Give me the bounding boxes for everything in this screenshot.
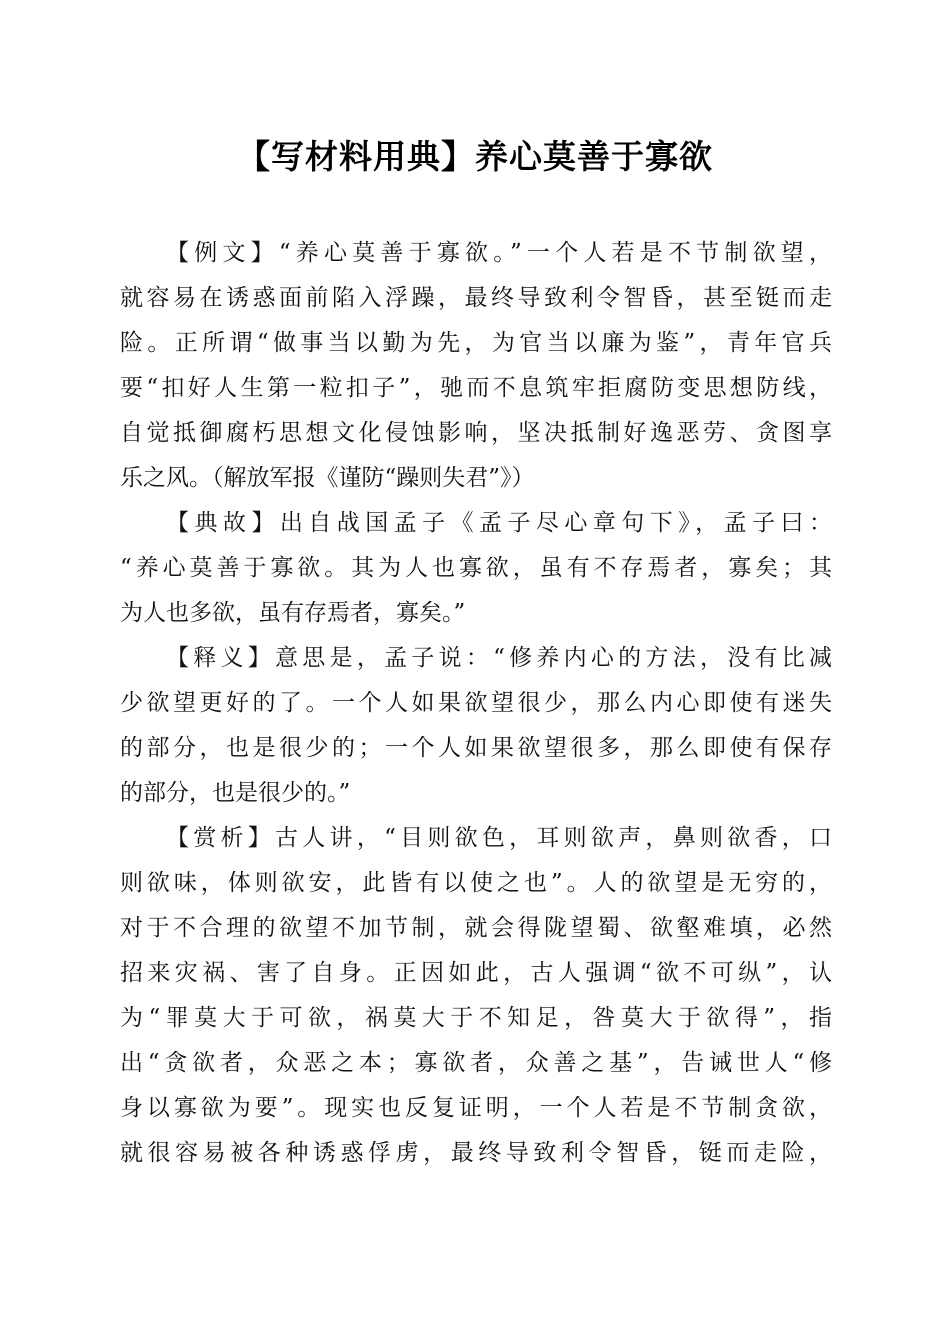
document-body — [120, 231, 832, 1176]
paragraph-line: 的部分，也是很少的；一个人如果欲望很多，那么即使有保存 — [120, 735, 832, 761]
paragraph-line: 的部分，也是很少的。” — [120, 780, 351, 806]
paragraph-allusion — [120, 501, 832, 636]
paragraph-explanation — [120, 636, 832, 816]
paragraph-line: 出“贪欲者，众恶之本；寡欲者，众善之基”，告诫世人“修 — [120, 1050, 832, 1076]
paragraph-line: “养心莫善于寡欲。其为人也寡欲，虽有不存焉者，寡矣；其 — [120, 555, 832, 581]
paragraph-line: 为人也多欲，虽有存焉者，寡矣。” — [120, 600, 466, 626]
paragraph-line: 险。正所谓“做事当以勤为先，为官当以廉为鉴”，青年官兵 — [120, 330, 832, 356]
paragraph-line: 对于不合理的欲望不加节制，就会得陇望蜀、欲壑难填，必然 — [120, 915, 832, 941]
document-title: 【写材料用典】养心莫善于寡欲 — [237, 137, 713, 176]
paragraph-appreciation — [120, 816, 832, 1176]
paragraph-line: 【例文】“养心莫善于寡欲。”一个人若是不节制欲望， — [166, 240, 832, 266]
paragraph-line: 自觉抵御腐朽思想文化侵蚀影响，坚决抵制好逸恶劳、贪图享 — [120, 420, 832, 446]
paragraph-line: 乐之风。（解放军报《谨防“躁则失君”》） — [120, 465, 535, 491]
paragraph-line: 少欲望更好的了。一个人如果欲望很少，那么内心即使有迷失 — [120, 690, 832, 716]
paragraph-line: 【典故】出自战国孟子《孟子尽心章句下》，孟子曰： — [166, 510, 832, 536]
paragraph-line: 【赏析】古人讲，“目则欲色，耳则欲声，鼻则欲香，口 — [166, 825, 832, 851]
paragraph-line: 则欲味，体则欲安，此皆有以使之也”。人的欲望是无穷的， — [120, 870, 832, 896]
paragraph-line: 【释义】意思是，孟子说：“修养内心的方法，没有比减 — [166, 645, 832, 671]
paragraph-line: 身以寡欲为要”。现实也反复证明，一个人若是不节制贪欲， — [120, 1095, 832, 1121]
paragraph-line: 就容易在诱惑面前陷入浮躁，最终导致利令智昏，甚至铤而走 — [120, 285, 832, 311]
paragraph-example — [120, 231, 832, 501]
paragraph-line: 为“罪莫大于可欲，祸莫大于不知足，咎莫大于欲得”，指 — [120, 1005, 832, 1031]
paragraph-line: 就很容易被各种诱惑俘虏，最终导致利令智昏，铤而走险， — [120, 1140, 832, 1166]
paragraph-line: 要“扣好人生第一粒扣子”，驰而不息筑牢拒腐防变思想防线， — [120, 375, 832, 401]
paragraph-line: 招来灾祸、害了自身。正因如此，古人强调“欲不可纵”，认 — [120, 960, 832, 986]
